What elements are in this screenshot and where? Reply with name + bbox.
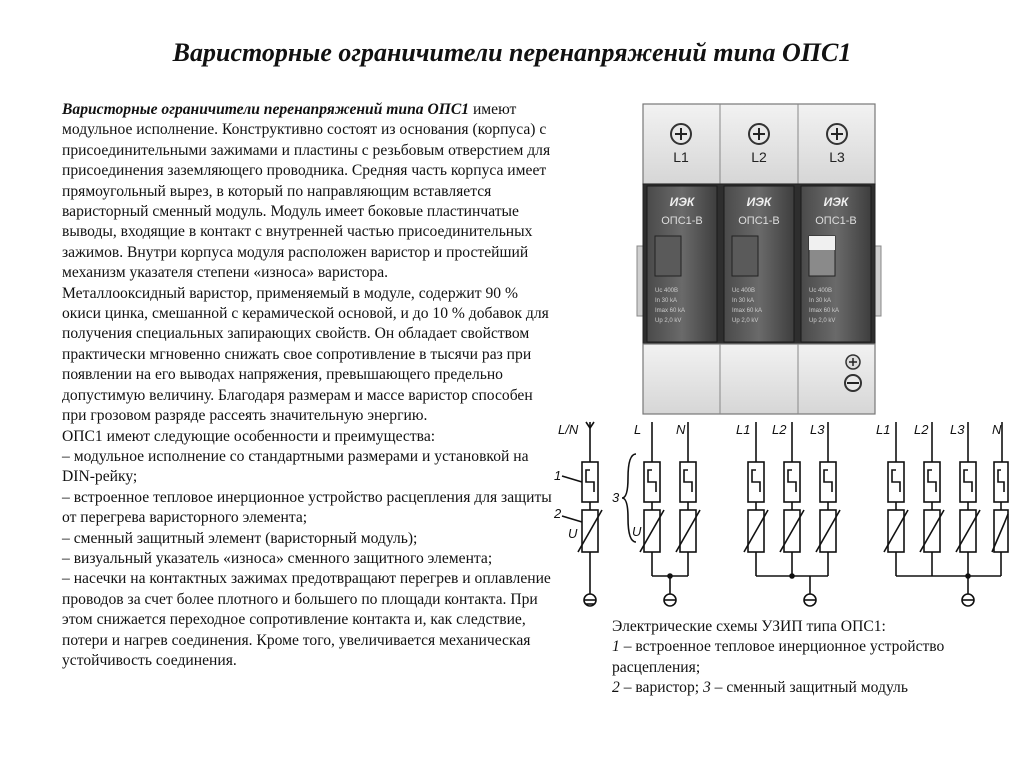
caption-text: – сменный защитный модуль	[710, 679, 908, 697]
caption-number: 2	[612, 679, 620, 697]
line-label: L3	[810, 422, 825, 437]
terminal-screw	[749, 124, 769, 144]
page-title: Варисторные ограничители перенапряжений типа ОПС1	[172, 38, 852, 67]
terminal-screw	[827, 124, 847, 144]
caption-title: Электрические схемы УЗИП типа ОПС1:	[612, 618, 886, 635]
caption-number: 3	[702, 679, 711, 697]
module-model: ОПС1-В	[815, 215, 857, 227]
callout-number: 2	[554, 506, 562, 521]
feature-item: – модульное исполнение со стандартными размерами и установкой на DIN-рейку;	[62, 447, 529, 486]
intro-paragraph	[62, 100, 558, 284]
spec-line: Up 2,0 kV	[655, 318, 682, 324]
varistor-module	[724, 186, 794, 342]
terminal-label: L2	[751, 149, 767, 165]
caption-item	[612, 637, 992, 678]
terminal-label: L3	[829, 149, 845, 165]
varistor-paragraph: Металлооксидный варистор, применяемый в модуле, содержит 90 % окиси цинка, смешанной с керамической основой, и до 10 % добавок для получения специальных запирающих свойств. Он обладает свойством практически мгновенно снижать свое сопротивление в тысячи раз при появлении на его выводах напряжения, превышающего предельно допустимую величину. Благодаря размерам и массе варистор способен при грозовом разряде рассеять значительную энергию.	[62, 284, 549, 425]
spec-line: In 30 kA	[732, 298, 755, 304]
diagram-caption	[612, 617, 992, 699]
spec-line: Uc 400В	[732, 288, 756, 294]
intro-body: имеют модульное исполнение. Конструктивно состоят из основания (корпуса) с присоединительными зажимами и пластины с резьбовым отверстием для присоединения заземляющего проводника. Средняя часть корпуса имеет прямоугольный вырез, в который по направляющим вставляется варисторный сменный модуль. Модуль имеет боковые пластинчатые выводы, входящие в контакт с внутренней частью присоединительных зажимов. Внутри корпуса модуля расположен варистор и простейший механизм указателя степени «износа» варистора.	[62, 101, 551, 282]
line-label: L1	[736, 422, 751, 437]
feature-item: – визуальный указатель «износа» сменного защитного элемента;	[62, 549, 493, 567]
module-model: ОПС1-В	[661, 215, 703, 227]
wiring-diagrams	[548, 418, 1010, 620]
body-text	[62, 100, 558, 671]
caption-text: – встроенное тепловое инерционное устройство расцепления;	[612, 638, 945, 676]
spec-line: Imax 60 kA	[655, 308, 686, 314]
features-heading: ОПС1 имеют следующие особенности и преимущества:	[62, 427, 436, 445]
terminal-label: L1	[673, 149, 689, 165]
spec-line: In 30 kA	[809, 298, 832, 304]
module-brand: ИЭК	[746, 195, 772, 209]
spec-line: Up 2,0 kV	[732, 318, 759, 324]
caption-text: – варистор;	[619, 679, 703, 697]
line-label: L3	[950, 422, 965, 437]
line-label: L	[634, 422, 642, 437]
feature-item: – встроенное тепловое инерционное устройство расцепления для защиты от перегрева варисторного элемента;	[62, 488, 552, 527]
line-label: N	[992, 422, 1002, 437]
schematic-two-wire	[612, 422, 700, 606]
spec-line: Up 2,0 kV	[809, 318, 836, 324]
line-label: L2	[772, 422, 787, 437]
callout-number: 3	[612, 490, 620, 505]
spec-line: Imax 60 kA	[732, 308, 763, 314]
varistor-module	[647, 186, 717, 342]
feature-item: – сменный защитный элемент (варисторный модуль);	[62, 529, 418, 547]
spec-line: Imax 60 kA	[809, 308, 840, 314]
varistor-symbol: U	[632, 524, 642, 539]
schematic-single	[553, 422, 602, 606]
schematic-four-wire	[876, 422, 1008, 606]
device-illustration	[633, 96, 885, 418]
module-model: ОПС1-В	[738, 215, 780, 227]
callout-number: 1	[554, 468, 562, 483]
varistor-module	[801, 186, 871, 342]
line-label: N	[676, 422, 686, 437]
feature-item: – насечки на контактных зажимах предотвращают перегрев и оплавление проводов за счет более плотного и большего по площади контакта. При этом снижается переходное сопротивление контакта и, как следствие, потери и нагрев соединения. Кроме того, увеличивается механическая устойчивость соединения.	[62, 570, 551, 669]
caption-number: 1	[612, 638, 620, 656]
spec-line: In 30 kA	[655, 298, 678, 304]
schematic-three-phase	[736, 422, 840, 606]
line-label: L/N	[558, 422, 579, 437]
spec-line: Uc 400В	[809, 288, 833, 294]
spec-line: Uc 400В	[655, 288, 679, 294]
varistor-symbol: U	[568, 526, 578, 541]
line-label: L2	[914, 422, 929, 437]
module-brand: ИЭК	[669, 195, 695, 209]
caption-item	[612, 678, 992, 698]
line-label: L1	[876, 422, 891, 437]
intro-lead: Варисторные ограничители перенапряжений типа ОПС1	[62, 101, 470, 118]
module-brand: ИЭК	[823, 195, 849, 209]
terminal-screw	[671, 124, 691, 144]
